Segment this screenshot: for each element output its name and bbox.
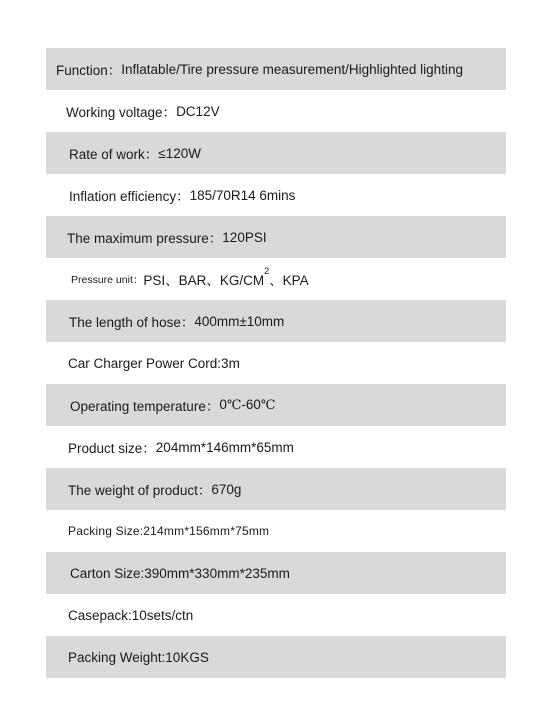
spec-label: Car Charger Power Cord:3m <box>68 355 240 371</box>
spec-value: Inflatable/Tire pressure measurement/Highlighted lighting <box>121 61 463 77</box>
spec-label: The weight of product： <box>68 483 212 498</box>
spec-row-product-size <box>46 426 506 468</box>
spec-value-units: PSI、BAR、KG/CM <box>143 273 265 288</box>
temp-min: 0 <box>219 397 227 412</box>
spec-label: Inflation efficiency： <box>69 189 190 204</box>
spec-label: Function： <box>56 63 122 78</box>
spec-value: DC12V <box>176 103 220 119</box>
spec-label: Packing Weight:10KGS <box>68 649 209 665</box>
spec-row-inflation-efficiency <box>46 174 506 216</box>
spec-row-product-weight <box>46 468 506 510</box>
spec-row-maximum-pressure <box>46 216 506 258</box>
spec-row-hose-length <box>46 300 506 342</box>
spec-value-units-tail: 、KPA <box>269 273 309 288</box>
spec-table <box>46 48 506 678</box>
celsius-symbol: ℃ <box>260 398 276 413</box>
spec-row-pressure-unit <box>46 258 506 300</box>
spec-label: Operating temperature： <box>70 399 220 414</box>
spec-label: The length of hose： <box>69 315 195 330</box>
spec-label: Packing Size:214mm*156mm*75mm <box>68 524 270 538</box>
spec-value: ≤120W <box>158 145 201 161</box>
temp-max: -60 <box>241 397 261 412</box>
spec-label: The maximum pressure： <box>67 231 223 246</box>
spec-row-packing-weight <box>46 636 506 678</box>
spec-value: 670g <box>211 481 242 497</box>
spec-value <box>219 397 275 413</box>
superscript-two: 2 <box>264 266 270 276</box>
spec-row-packing-size <box>46 510 506 552</box>
spec-value: 400mm±10mm <box>194 313 285 329</box>
spec-row-operating-temperature <box>46 384 506 426</box>
celsius-symbol: ℃ <box>226 398 242 413</box>
spec-row-power-cord <box>46 342 506 384</box>
spec-value: 204mm*146mm*65mm <box>155 439 294 455</box>
spec-label: Working voltage： <box>66 105 177 120</box>
spec-label: Pressure unit： <box>71 273 144 286</box>
spec-row-function <box>46 48 506 90</box>
spec-value: 185/70R14 6mins <box>189 187 296 203</box>
spec-label: Product size： <box>68 441 156 456</box>
spec-label: Carton Size:390mm*330mm*235mm <box>70 565 290 581</box>
spec-label: Casepack:10sets/ctn <box>68 607 194 623</box>
spec-row-working-voltage <box>46 90 506 132</box>
spec-row-casepack <box>46 594 506 636</box>
spec-row-rate-of-work <box>46 132 506 174</box>
spec-value <box>143 266 309 289</box>
spec-label: Rate of work： <box>69 147 159 162</box>
spec-value: 120PSI <box>222 229 267 245</box>
spec-row-carton-size <box>46 552 506 594</box>
